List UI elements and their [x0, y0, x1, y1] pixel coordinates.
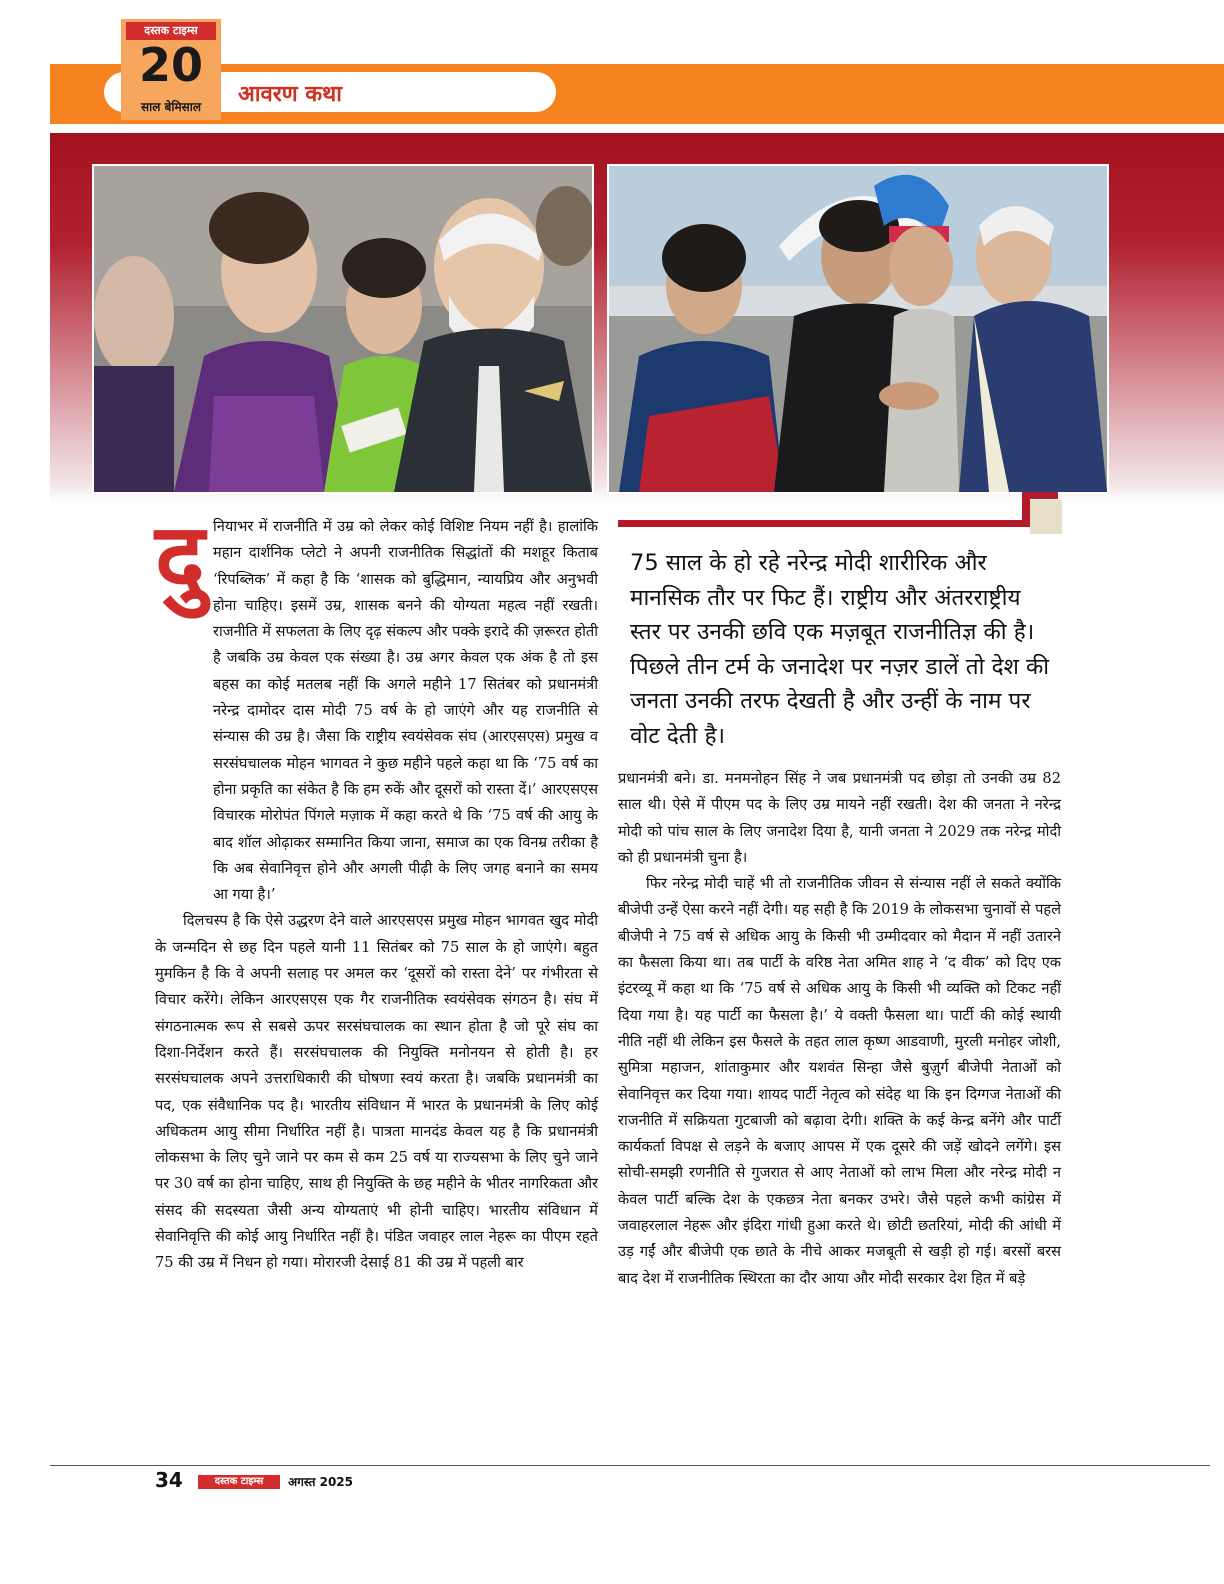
paragraph: नियाभर में राजनीति में उम्र को लेकर कोई विशिष्ट नियम नहीं है। हालांकि महान दार्शनिक प्लेटो ने अपनी राजनीतिक सिद्धांतों की मशहूर किताब ‘रिपब्लिक’ में कहा है कि ‘शासक को बुद्धिमान, न्यायप्रिय और अनुभवी होना चाहिए। इसमें उम्र, शासक बनने की योग्यता महत्व नहीं रखती। राजनीति में सफलता के लिए दृढ़ संकल्प और पक्के इरादे की ज़रूरत होती है जबकि उम्र केवल एक संख्या है। उम्र अगर केवल एक अंक है तो इस बहस का कोई मतलब नहीं कि अगले महीने 17 सितंबर को प्रधानमंत्री नरेन्द्र दामोदर दास मोदी 75 वर्ष के हो जाएंगे और यह राजनीति से संन्यास की उम्र है। जैसा कि राष्ट्रीय स्वयंसेवक संघ (आरएसएस) प्रमुख व सरसंघचालक मोहन भागवत ने कुछ महीने पहले कहा था कि ‘75 वर्ष का होना प्रकृति का संकेत है कि हम रुकें और दूसरों को रास्ता दें।’ आरएसएस विचारक मोरोपंत पिंगले मज़ाक में कहा करते थे कि ‘75 वर्ष की आयु के बाद शॉल ओढ़ाकर सम्मानित किया जाना, समाज का एक विनम्र तरीका है कि अब सेवानिवृत्त होने और अगली पीढ़ी के लिए जगह बनाने का समय आ गया है।’ [213, 518, 598, 904]
photo-right [607, 164, 1109, 494]
pull-quote-square [1030, 500, 1062, 534]
paragraph: प्रधानमंत्री बने। डा. मनमनोहन सिंह ने जब प्रधानमंत्री पद छोड़ा तो उनकी उम्र 82 साल थी। ऐसे में पीएम पद के लिए उम्र मायने नहीं रखती। देश की जनता ने नरेन्द्र मोदी को पांच साल के लिए जनादेश दिया है, यानी जनता ने 2029 तक नरेन्द्र मोदी को ही प्रधानमंत्री चुना है। [618, 770, 1061, 866]
section-label: आवरण कथा [238, 82, 342, 107]
pull-quote: 75 साल के हो रहे नरेन्द्र मोदी शारीरिक और मानसिक तौर पर फिट हैं। राष्ट्रीय और अंतरराष्ट्रीय स्तर पर उनकी छवि एक मज़बूत राजनीतिज्ञ की है। पिछले तीन टर्म के जनादेश पर नज़र डालें तो देश की जनता उनकी तरफ देखती है और उन्हीं के नाम पर वोट देती है। [630, 550, 1050, 749]
pull-quote-rule [618, 520, 1030, 527]
article-column-2 [618, 766, 1061, 1292]
drop-cap: दु [155, 503, 205, 613]
photo-left [92, 164, 594, 494]
badge-brand-logo: दस्तक टाइम्स [126, 22, 216, 40]
pull-quote-corner-vertical [1022, 492, 1030, 527]
article-column-1 [155, 514, 598, 1277]
paragraph: दिलचस्प है कि ऐसे उद्धरण देने वाले आरएसएस प्रमुख मोहन भागवत खुद मोदी के जन्मदिन से छह दिन पहले यानी 11 सितंबर को 75 साल के हो जाएंगे। बहुत मुमकिन है कि वे अपनी सलाह पर अमल कर ‘दूसरों को रास्ता देने’ पर गंभीरता से विचार करेंगे। लेकिन आरएसएस एक गैर राजनीतिक स्वयंसेवक संगठन है। संघ में संगठनात्मक रूप से सबसे ऊपर सरसंघचालक का स्थान होता है जो पूरे संघ का दिशा-निर्देशन करते हैं। सरसंघचालक की नियुक्ति मनोनयन से होती है। हर सरसंघचालक अपने उत्तराधिकारी की घोषणा स्वयं करता है। जबकि प्रधानमंत्री का पद, एक संवैधानिक पद है। भारतीय संविधान में भारत के प्रधानमंत्री के लिए कोई अधिकतम आयु सीमा निर्धारित नहीं है। पात्रता मानदंड केवल यह है कि प्रधानमंत्री लोकसभा के लिए चुने जाने पर कम से कम 25 वर्ष या राज्यसभा के लिए चुने जाने पर 30 वर्ष का होना चाहिए, साथ ही नियुक्ति के छह महीने के भीतर नागरिकता और संसद की सदस्यता जैसी अन्य योग्यताएं भी होनी चाहिए। भारतीय संविधान में सेवानिवृत्ति की कोई आयु निर्धारित नहीं है। पंडित जवाहर लाल नेहरू का पीएम रहते 75 की उम्र में निधन हो गया। मोरारजी देसाई 81 की उम्र में पहली बार [155, 912, 598, 1272]
footer-brand-logo: दस्तक टाइम्स [198, 1475, 280, 1489]
paragraph: फिर नरेन्द्र मोदी चाहें भी तो राजनीतिक जीवन से संन्यास नहीं ले सकते क्योंकि बीजेपी उन्हें ऐसा करने नहीं देगी। यह सही है कि 2019 के लोकसभा चुनावों से पहले बीजेपी ने 75 वर्ष से अधिक आयु के किसी भी उम्मीदवार को मैदान में नहीं उतारने का फैसला किया था। तब पार्टी के वरिष्ठ नेता अमित शाह ने ‘द वीक’ को दिए एक इंटरव्यू में कहा था कि ‘75 वर्ष से अधिक आयु के किसी भी व्यक्ति को टिकट नहीं दिया गया है। यह पार्टी का फैसला है।’ ये वक्ती फैसला था। पार्टी की कोई स्थायी नीति नहीं थी लेकिन इस फैसले के तहत लाल कृष्ण आडवाणी, मुरली मनोहर जोशी, सुमित्रा महाजन, शांताकुमार और यशवंत सिन्हा जैसे बुज़ुर्ग बीजेपी नेताओं को सेवानिवृत्त कर दिया गया। शायद पार्टी नेतृत्व को संदेह था कि इन दिग्गज नेताओं की राजनीति में सक्रियता गुटबाजी को बढ़ावा देगी। शक्ति के कई केन्द्र बनेंगे और पार्टी कार्यकर्ता विपक्ष से लड़ने के बजाए आपस में एक दूसरे की जड़ें खोदने लगेंगे। इस सोची-समझी रणनीति से गुजरात से आए नेताओं को लाभ मिला और नरेन्द्र मोदी न केवल पार्टी बल्कि देश के एकछत्र नेता बनकर उभरे। जैसे पहले कभी कांग्रेस में जवाहरलाल नेहरू और इंदिरा गांधी हुआ करते थे। छोटी छतरियां, मोदी की आंधी में उड़ गईं और बीजेपी एक छाते के नीचे आकर मजबूती से खड़ी हो गई। बरसों बरस बाद देश में राजनीतिक स्थिरता का दौर आया और मोदी सरकार देश हित में बड़े [618, 875, 1061, 1287]
badge-subtitle: साल बेमिसाल [140, 100, 202, 114]
issue-date: अगस्त 2025 [288, 1475, 354, 1489]
page-number: 34 [155, 1468, 183, 1492]
badge-number: 20 [138, 38, 203, 92]
footer-rule [50, 1465, 1210, 1466]
